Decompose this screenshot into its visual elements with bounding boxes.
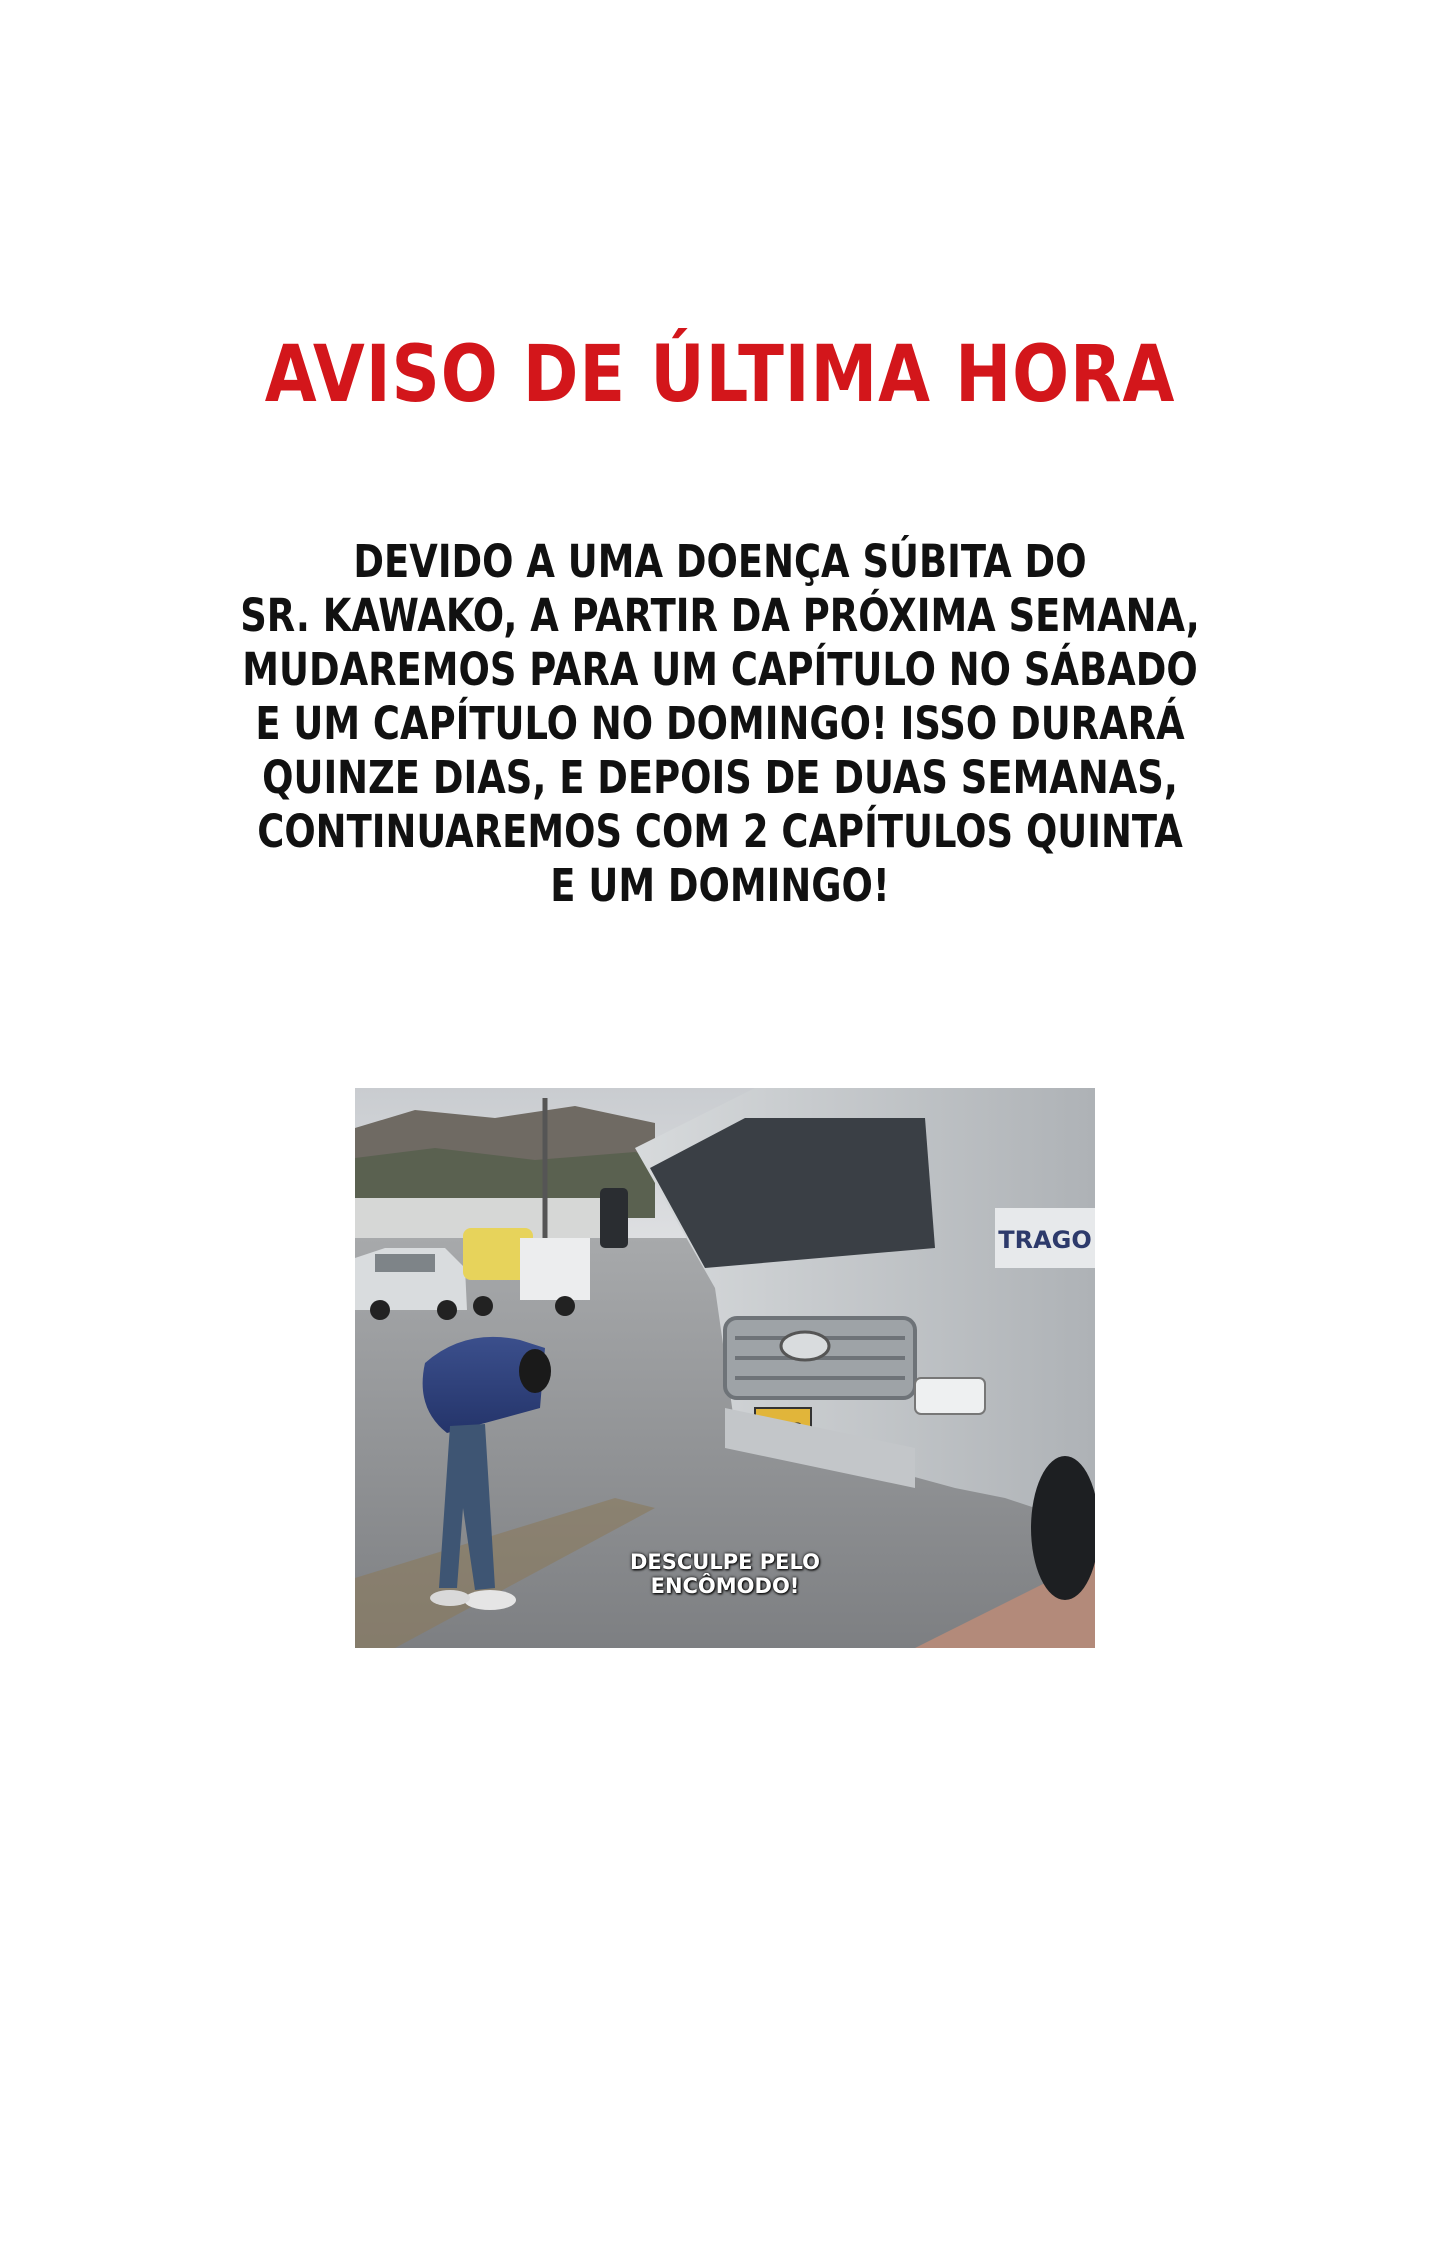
meme-image: [355, 1088, 1095, 1648]
notice-line: DEVIDO A UMA DOENÇA SÚBITA DO: [353, 535, 1087, 588]
truck-mirror: [600, 1188, 628, 1248]
meme-caption: [355, 1550, 1095, 1598]
notice-line: SR. KAWAKO, A PARTIR DA PRÓXIMA SEMANA,: [240, 589, 1200, 642]
notice-line: E UM DOMINGO!: [550, 859, 890, 912]
man-head: [519, 1349, 551, 1393]
caption-line: DESCULPE PELO: [629, 1550, 820, 1574]
notice-line: E UM CAPÍTULO NO DOMINGO! ISSO DURARÁ: [255, 697, 1185, 750]
caption-line: ENCÔMODO!: [650, 1574, 800, 1598]
truck-headlight: [915, 1378, 985, 1414]
truck-logo-icon: [781, 1332, 829, 1360]
notice-title: AVISO DE ÚLTIMA HORA: [264, 330, 1176, 420]
notice-line: QUINZE DIAS, E DEPOIS DE DUAS SEMANAS,: [262, 751, 1178, 804]
notice-body: [130, 535, 1311, 913]
notice-line: MUDAREMOS PARA UM CAPÍTULO NO SÁBADO: [242, 643, 1198, 696]
truck-logo-text: TRAGO: [998, 1226, 1092, 1254]
notice-line: CONTINUAREMOS COM 2 CAPÍTULOS QUINTA: [257, 805, 1183, 858]
